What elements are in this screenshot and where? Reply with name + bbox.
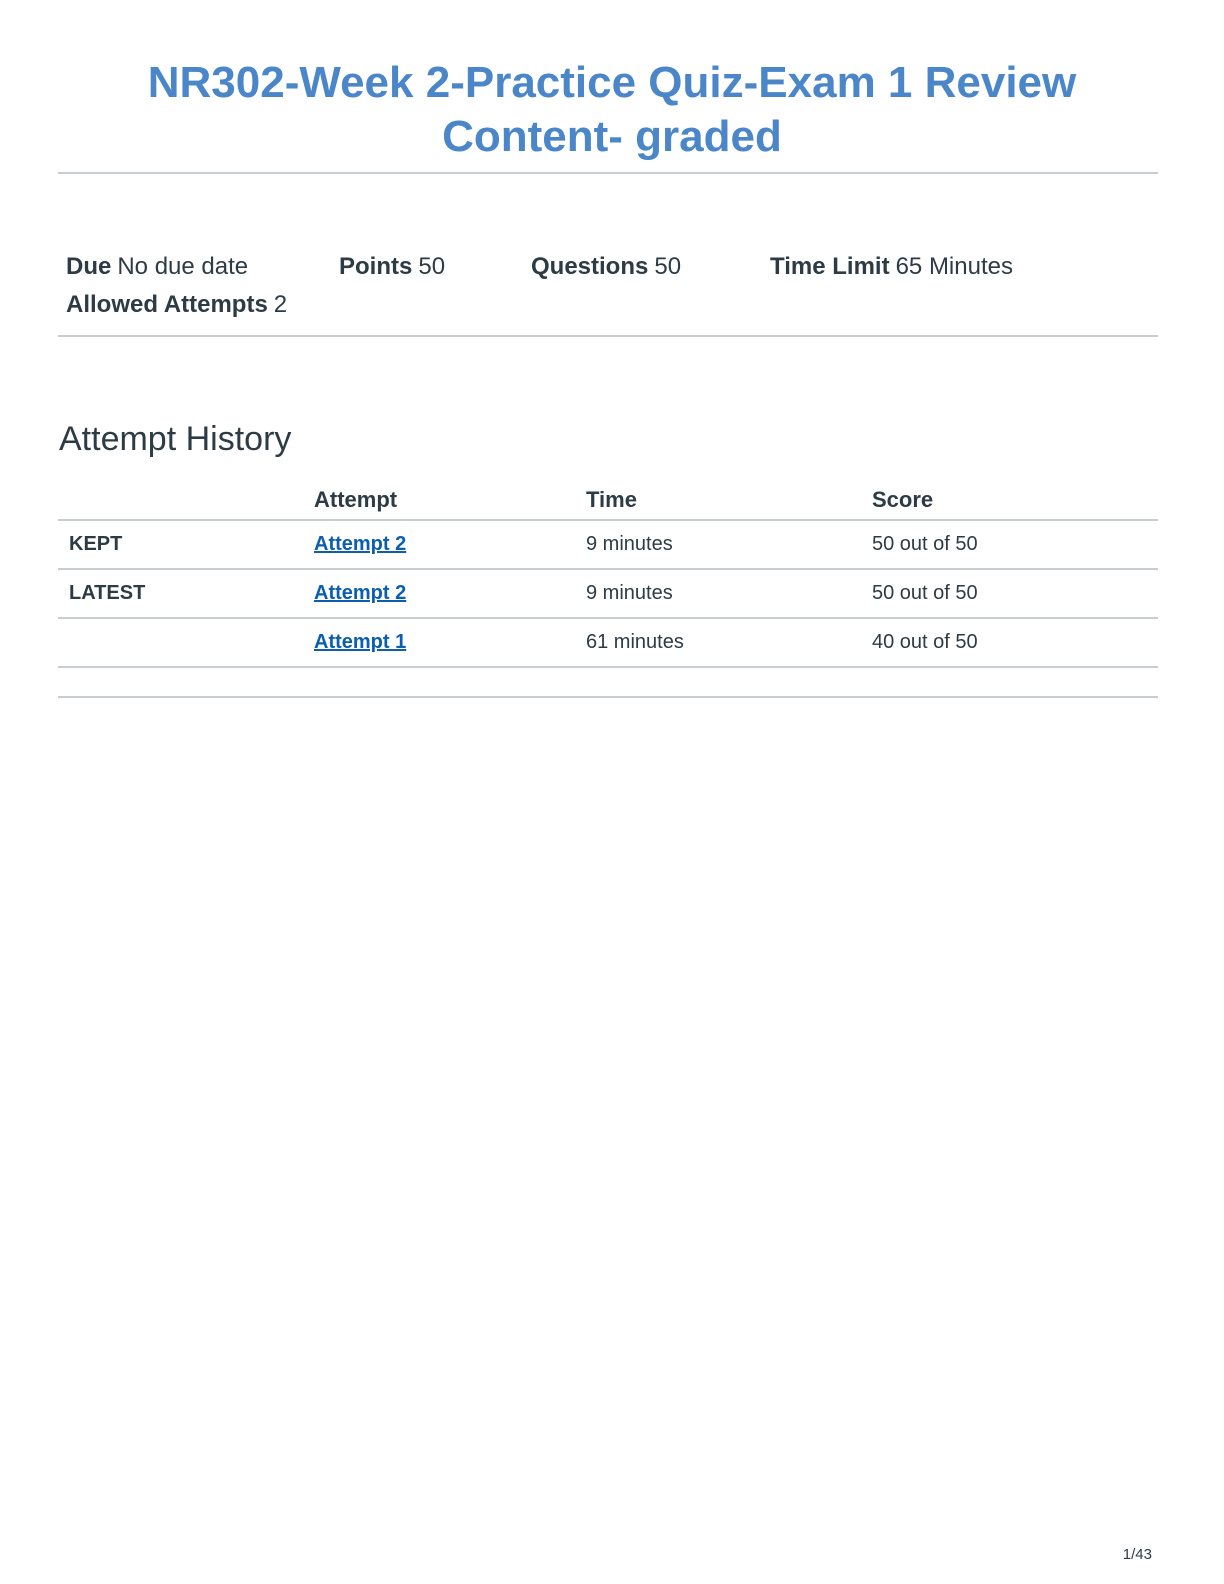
table-header-row (58, 480, 1158, 520)
points-value: 50 (418, 253, 446, 280)
table-row (58, 520, 1158, 569)
points-detail (339, 248, 445, 286)
due-detail (66, 248, 248, 286)
attempt-status (58, 618, 314, 667)
column-header-score: Score (872, 480, 1158, 520)
attempt-link[interactable]: Attempt 2 (314, 533, 407, 555)
attempt-time: 61 minutes (586, 618, 872, 667)
time-limit-detail (770, 248, 1013, 286)
time-limit-value: 65 Minutes (895, 253, 1013, 280)
attempt-time: 9 minutes (586, 520, 872, 569)
details-divider (58, 335, 1158, 337)
attempt-score: 50 out of 50 (872, 520, 1158, 569)
allowed-attempts-label: Allowed Attempts (66, 291, 268, 318)
points-label: Points (339, 253, 413, 280)
attempt-score: 50 out of 50 (872, 569, 1158, 618)
page-title: NR302-Week 2-Practice Quiz-Exam 1 Review Content- graded (147, 58, 1077, 161)
attempt-time: 9 minutes (586, 569, 872, 618)
column-header-time: Time (586, 480, 872, 520)
attempt-history-title: Attempt History (59, 420, 292, 458)
allowed-attempts-value: 2 (273, 291, 288, 318)
page-number: 1/43 (1122, 1546, 1152, 1563)
attempt-score: 40 out of 50 (872, 618, 1158, 667)
due-label: Due (66, 253, 112, 280)
table-row (58, 569, 1158, 618)
attempt-status: KEPT (58, 520, 314, 569)
attempt-history-table (58, 480, 1158, 668)
title-divider (58, 172, 1158, 174)
allowed-attempts-detail (66, 286, 287, 324)
attempt-link[interactable]: Attempt 1 (314, 631, 407, 653)
questions-label: Questions (531, 253, 649, 280)
attempt-status: LATEST (58, 569, 314, 618)
due-value: No due date (117, 253, 249, 280)
column-header-status (58, 480, 314, 520)
table-row (58, 618, 1158, 667)
history-end-divider (58, 696, 1158, 698)
column-header-attempt: Attempt (314, 480, 586, 520)
questions-value: 50 (654, 253, 682, 280)
attempt-link[interactable]: Attempt 2 (314, 582, 407, 604)
time-limit-label: Time Limit (770, 253, 890, 280)
questions-detail (531, 248, 681, 286)
